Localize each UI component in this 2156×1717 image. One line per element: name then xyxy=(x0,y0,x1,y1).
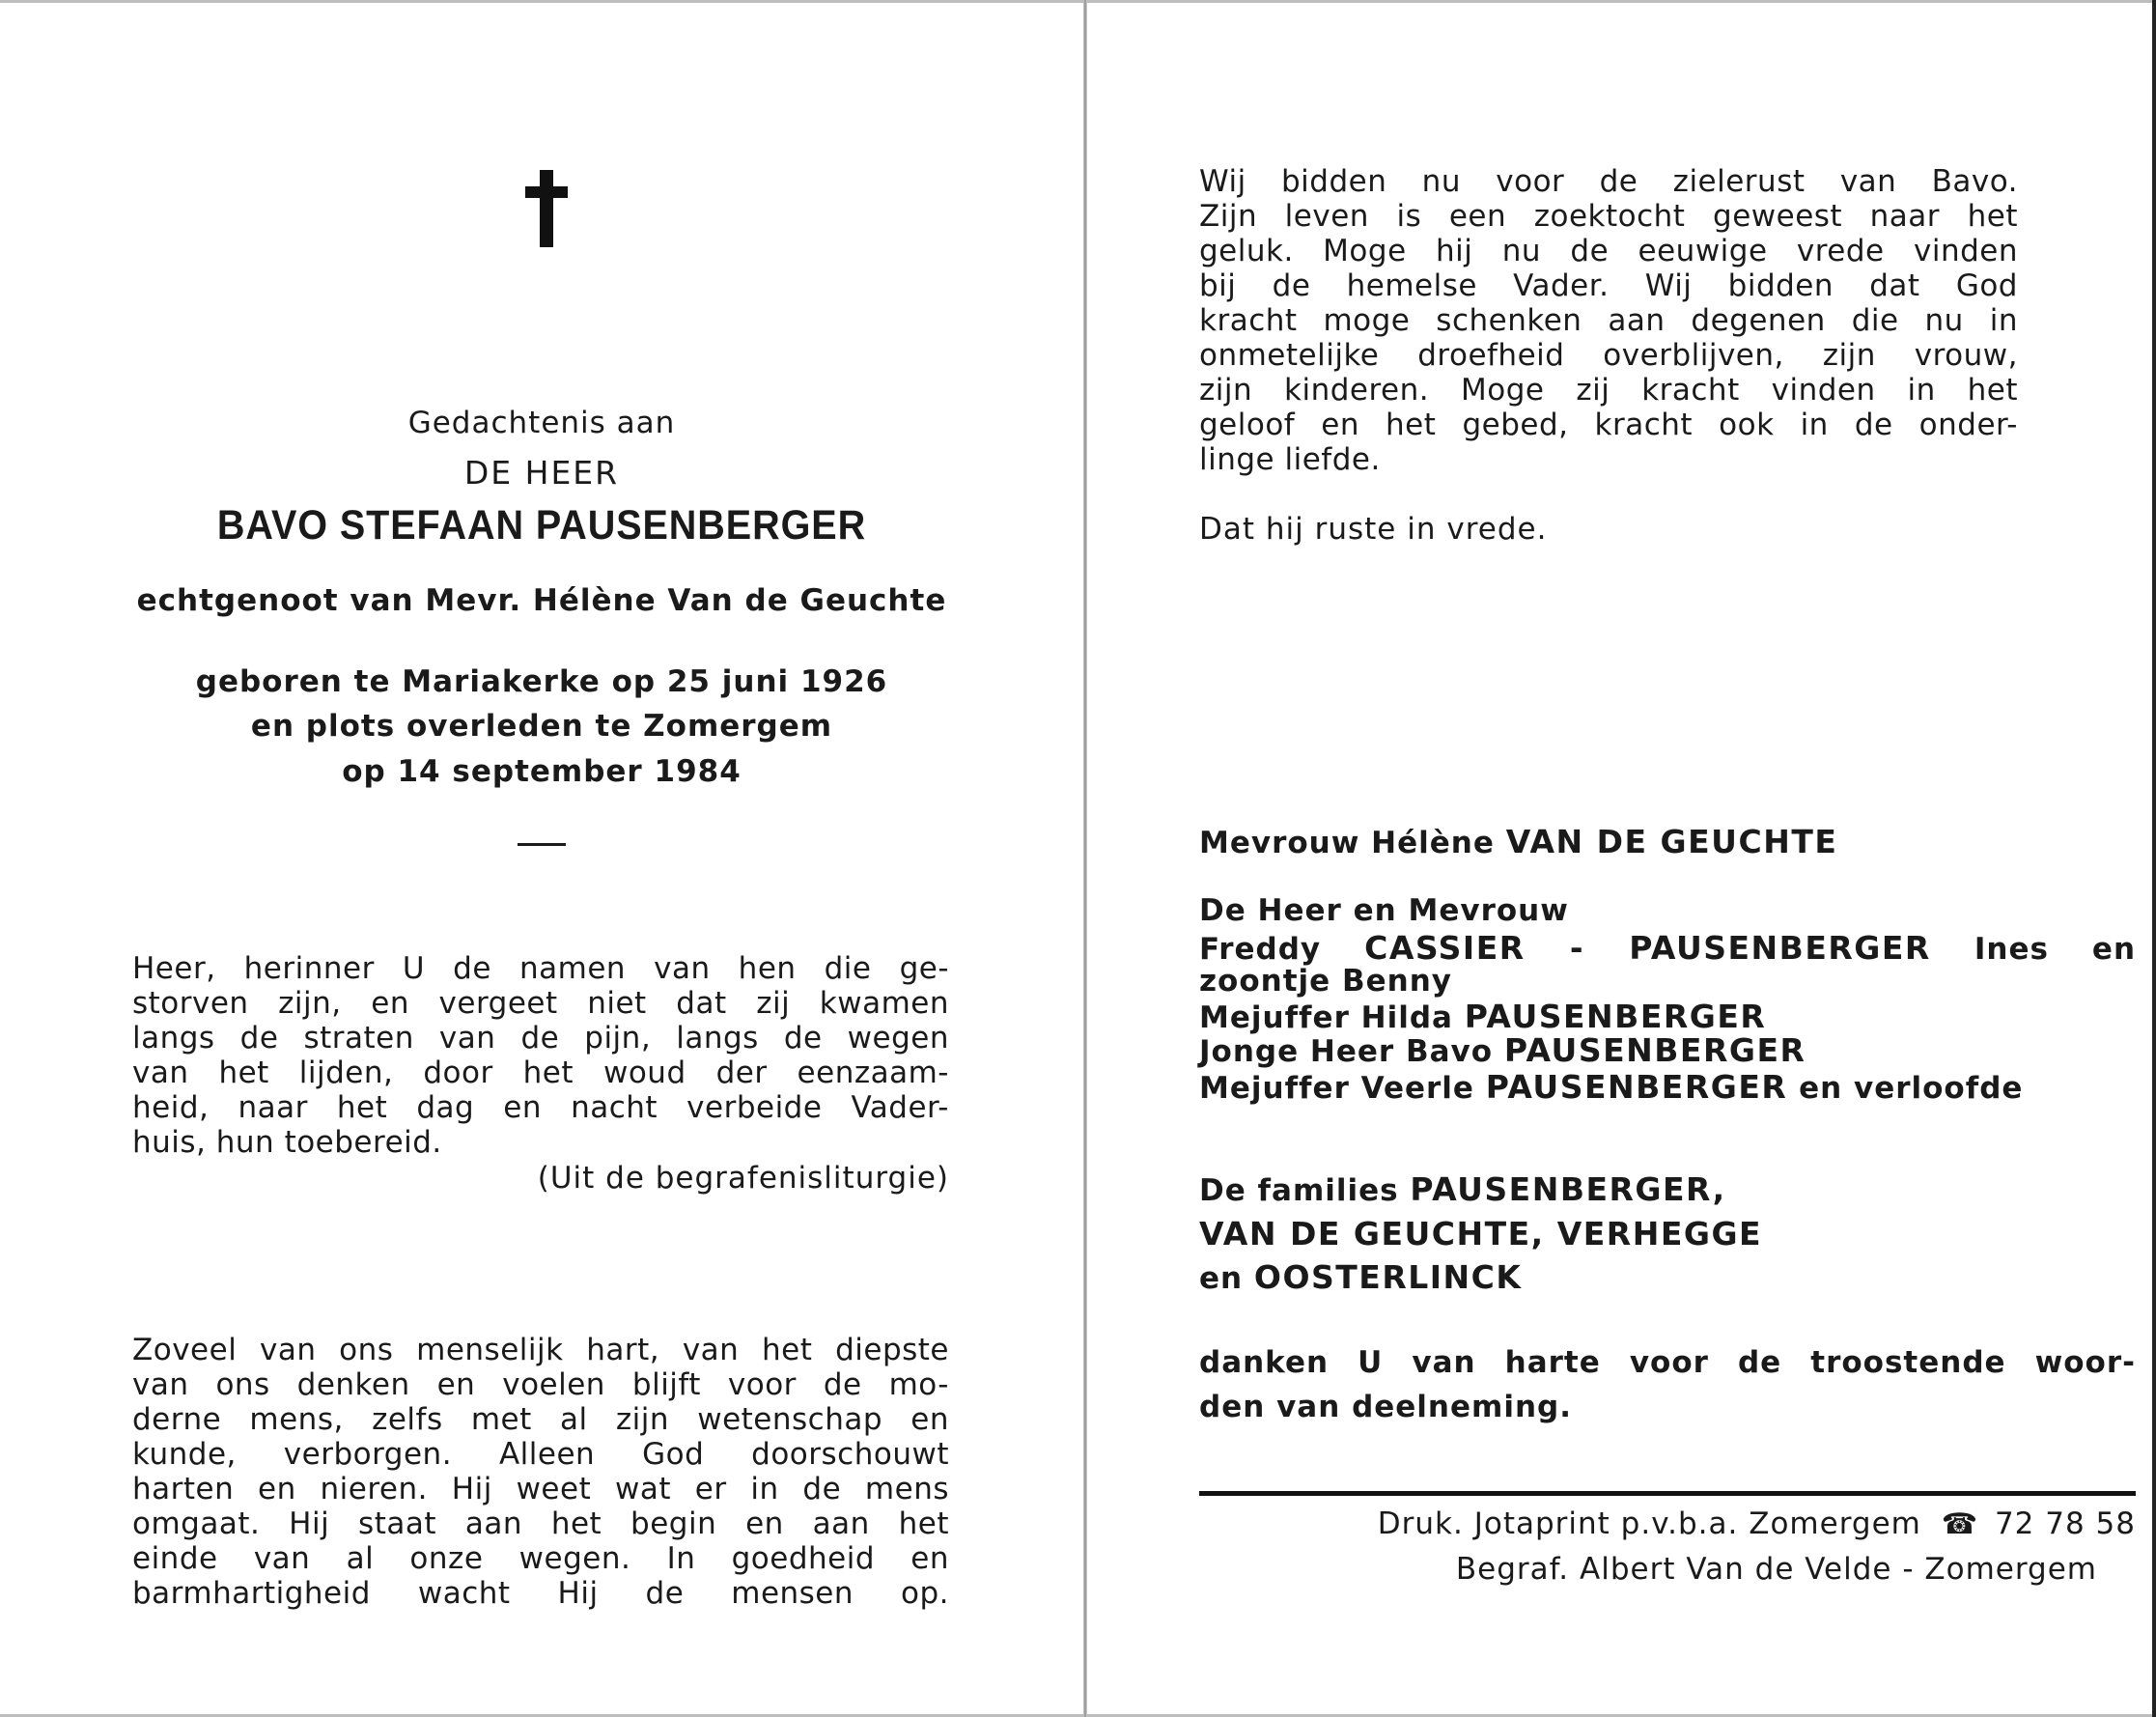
family-line-2-prefix: Freddy xyxy=(1199,932,1322,967)
born-line: geboren te Mariakerke op 25 juni 1926 xyxy=(195,664,888,699)
prayer-3-line: kracht moge schenken aan degenen die nu in xyxy=(1199,303,2018,338)
family-line-2-surname: CASSIER - PAUSENBERGER xyxy=(1364,929,1931,967)
prayer-1-line: huis, hun toebereid. xyxy=(132,1125,442,1160)
family-line-4-prefix: Mejuffer Hilda xyxy=(1199,1000,1453,1035)
prayer-3-line: Wij bidden nu voor de zielerust van Bavo. xyxy=(1199,164,2018,199)
prayer-2-line: derne mens, zelfs met al zijn wetenschap en xyxy=(132,1402,949,1437)
prayer-3-line: bij de hemelse Vader. Wij bidden dat God xyxy=(1199,268,2018,303)
undertaker-line: Begraf. Albert Van de Velde - Zomergem xyxy=(1455,1552,2097,1587)
prayer-3-line: onmetelijke droefheid overblijven, zijn vrouw, xyxy=(1199,338,2018,373)
memory-line: Gedachtenis aan xyxy=(407,406,676,440)
prayer-1-line: heid, naar het dag en nacht verbeide Vader- xyxy=(132,1090,949,1125)
title-line: DE HEER xyxy=(463,454,620,492)
family-line-5-prefix: Jonge Heer Bavo xyxy=(1199,1034,1494,1069)
prayer-2-line: omgaat. Hij staat aan het begin en aan het xyxy=(132,1506,949,1541)
rest-in-peace: Dat hij ruste in vrede. xyxy=(1199,512,1548,547)
separator-dash xyxy=(518,843,566,846)
family-line-2-row xyxy=(1199,929,2136,967)
death-date-line: op 14 september 1984 xyxy=(342,754,742,789)
deceased-name: BAVO STEFAAN PAUSENBERGER xyxy=(216,502,867,549)
prayer-3-line: Zijn leven is een zoektocht geweest naar het xyxy=(1199,199,2018,234)
prayer-2-line: barmhartigheid wacht Hij de mensen op. xyxy=(132,1576,949,1611)
families-line-1 xyxy=(1199,1170,1726,1208)
printer-name: Druk. Jotaprint p.v.b.a. Zomergem xyxy=(1377,1506,1921,1541)
families-name-2: VAN DE GEUCHTE, VERHEGGE xyxy=(1199,1215,1763,1253)
prayer-3-line: zijn kinderen. Moge zij kracht vinden in het xyxy=(1199,373,2018,408)
families-prefix: De families xyxy=(1199,1173,1399,1208)
widow-line xyxy=(1199,823,1837,860)
widow-surname: VAN DE GEUCHTE xyxy=(1505,823,1838,860)
family-line-6 xyxy=(1199,1068,2023,1106)
family-line-5-surname: PAUSENBERGER xyxy=(1503,1031,1806,1069)
footer-rule xyxy=(1199,1491,2136,1496)
prayer-3-line: linge liefde. xyxy=(1199,442,1381,477)
thanks-line: danken U van harte voor de troostende woor- xyxy=(1199,1345,2136,1380)
prayer-2-line: harten en nieren. Hij weet wat er in de mens xyxy=(132,1472,949,1506)
family-line-3: zoontje Benny xyxy=(1199,964,1452,999)
prayer-1-line: van het lijden, door het woud der eenzaam- xyxy=(132,1056,949,1090)
thanks-text xyxy=(1199,1340,2136,1429)
prayer-1-line: langs de straten van de pijn, langs de wegen xyxy=(132,1021,949,1056)
prayer-1 xyxy=(132,951,949,1160)
family-line-2 xyxy=(1199,929,2136,967)
families-line-2 xyxy=(1199,1215,1762,1253)
family-line-1: De Heer en Mevrouw xyxy=(1199,893,1569,928)
family-line-5 xyxy=(1199,1031,1806,1069)
prayer-3 xyxy=(1199,164,2018,477)
prayer-3-line: geluk. Moge hij nu de eeuwige vrede vinden xyxy=(1199,234,2018,268)
phone-number: 72 78 58 xyxy=(1994,1506,2136,1541)
prayer-1-line: storven zijn, en vergeet niet dat zij kwamen xyxy=(132,986,949,1021)
prayer-1-line: Heer, herinner U de namen van hen die ge- xyxy=(132,951,949,986)
cross-icon xyxy=(525,170,568,247)
right-panel xyxy=(1087,0,2152,1717)
families-3-prefix: en xyxy=(1199,1261,1244,1296)
prayer-2-line: van ons denken en voelen blijft voor de mo- xyxy=(132,1367,949,1402)
family-line-6-prefix: Mejuffer Veerle xyxy=(1199,1071,1474,1106)
prayer-2-line: kunde, verborgen. Alleen God doorschouwt xyxy=(132,1437,949,1472)
families-line-3 xyxy=(1199,1258,1522,1296)
prayer-3-line: geloof en het gebed, kracht ook in de onder- xyxy=(1199,408,2018,442)
printer-line xyxy=(1199,1506,2136,1541)
prayer-2-line: einde van al onze wegen. In goedheid en xyxy=(132,1541,949,1576)
family-line-4-surname: PAUSENBERGER xyxy=(1464,998,1767,1035)
prayer-2 xyxy=(132,1333,949,1611)
widow-prefix: Mevrouw Hélène xyxy=(1199,826,1495,860)
telephone-icon: ☎ xyxy=(1941,1507,1979,1541)
died-line: en plots overleden te Zomergem xyxy=(250,709,833,744)
thanks-line: den van deelneming. xyxy=(1199,1390,1572,1424)
prayer-1-source: (Uit de begrafenisliturgie) xyxy=(537,1161,949,1196)
spouse-line: echtgenoot van Mevr. Hélène Van de Geuchte xyxy=(136,583,947,618)
family-line-2-suffix: Ines en xyxy=(1974,932,2137,967)
family-line-4 xyxy=(1199,998,1766,1035)
card-right-edge xyxy=(2152,0,2156,1717)
family-line-6-surname: PAUSENBERGER xyxy=(1485,1068,1788,1106)
families-name-1: PAUSENBERGER, xyxy=(1410,1170,1726,1208)
family-line-6-suffix: en verloofde xyxy=(1799,1071,2024,1106)
prayer-2-line: Zoveel van ons menselijk hart, van het diepste xyxy=(132,1333,949,1367)
families-name-3: OOSTERLINCK xyxy=(1253,1258,1523,1296)
